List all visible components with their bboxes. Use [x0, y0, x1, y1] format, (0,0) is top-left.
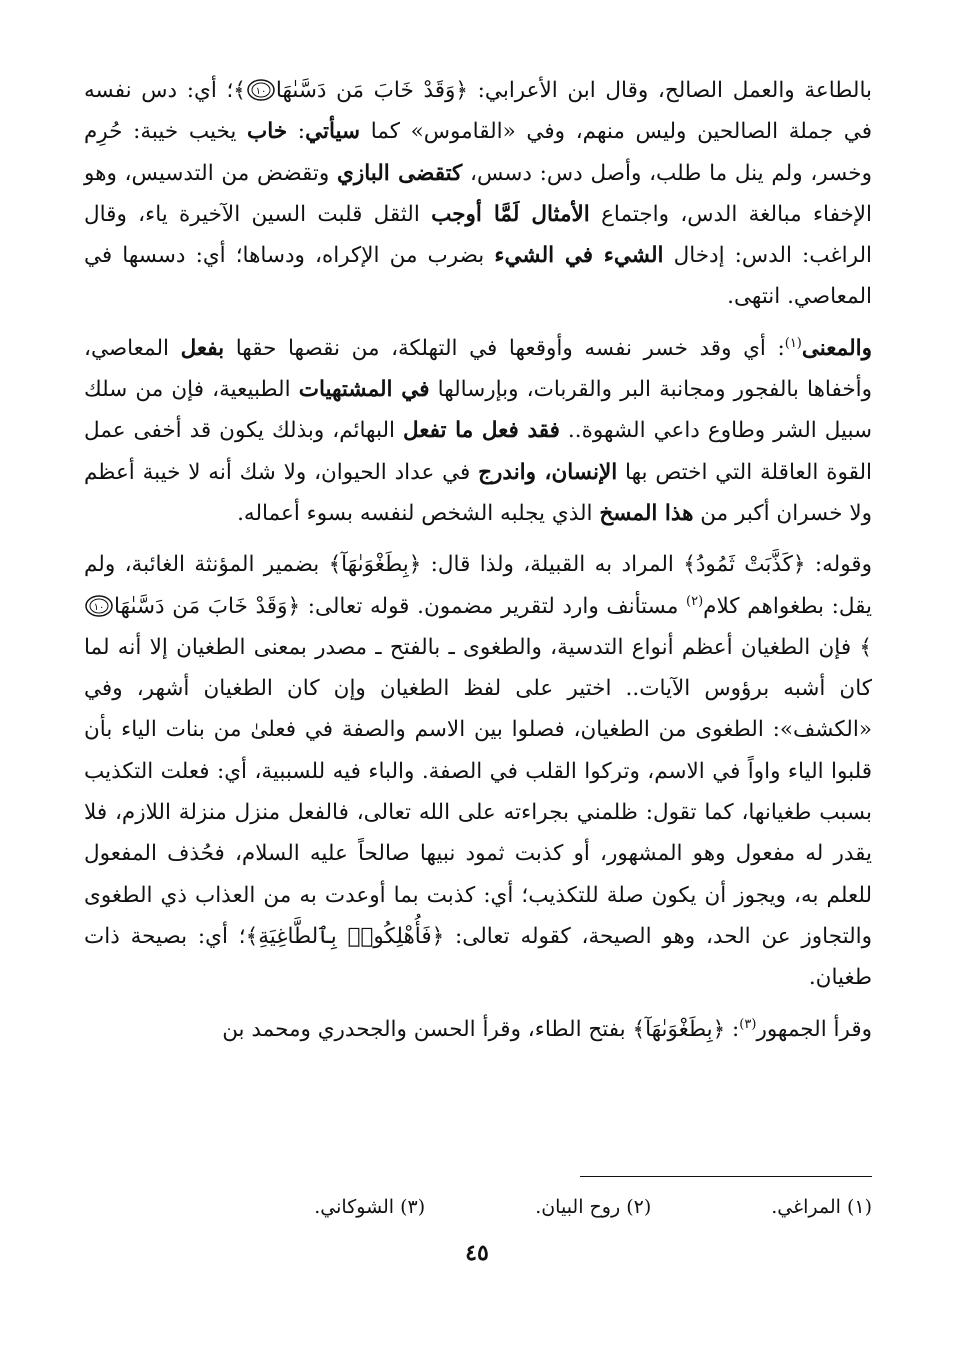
paragraph-2 [84, 328, 872, 534]
footnote-number: (٣) [400, 1196, 426, 1218]
text-run: البهائم، وبذلك يكون قد أخفى عمل القوة العاقلة التي اختص بها [84, 418, 873, 485]
text-run: الطبيعية، فإن من سلك سبيل الشر وطاوع داعي الشهوة.. [84, 377, 872, 444]
bold-text: الأمثال لَمَّا أوجب [431, 201, 590, 227]
text-run: في عداد الحيوان، ولا شك أنه لا خيبة أعظم ولا خسران أكبر من [84, 459, 872, 526]
footnotes [84, 1190, 872, 1224]
footnote-text: الشوكاني. [314, 1196, 401, 1218]
text-run: بضرب من الإكراه، ودساها؛ أي: دسسها في المعاصي. انتهى. [84, 243, 872, 310]
footnote-number: (١) [846, 1196, 872, 1218]
text-run: وقوله: [805, 552, 872, 578]
bold-text: سيأتي [305, 119, 361, 145]
text-run: ﴾؛ أي: دس نفسه في جملة الصالحين وليس منهم، وفي «القاموس» كما [84, 78, 873, 145]
bold-text: كتقضى البازي [336, 160, 463, 186]
quran-verse: ﴿وَقَدْ خَابَ مَن دَسَّىٰهَا [114, 593, 301, 619]
text-run: : [725, 1016, 740, 1042]
paragraph-1 [84, 70, 872, 318]
text-run: : أي وقد خسر نفسه وأوقعها في التهلكة، من نقصها حقها [224, 335, 785, 361]
verse-number: ١٠ [93, 601, 105, 613]
text-run: : [287, 119, 306, 145]
quran-verse: ﴿وَقَدْ خَابَ مَن دَسَّىٰهَا [275, 78, 468, 103]
paragraph-4 [84, 1009, 872, 1050]
bold-text: فقد فعل ما تفعل [402, 418, 560, 444]
footnote-ref: (٣) [739, 1016, 757, 1032]
bold-text: خاب [247, 119, 288, 145]
footnote-2 [535, 1190, 651, 1224]
bold-text: والمعنى [801, 335, 872, 361]
bold-text: هذا المسخ [599, 500, 694, 526]
footnote-separator [580, 1176, 872, 1177]
footnote-ref: (١) [784, 335, 802, 351]
quran-verse: ﴿بِطَغْوَىٰهَآ﴾ [328, 552, 422, 578]
text-run: الثقل قلبت السين الآخيرة ياء، وقال الراغب: الدس: إدخال [84, 201, 872, 269]
footnote-ref: (٢) [686, 593, 704, 609]
text-run: بفتح الطاء، وقرأ الحسن والجحدري ومحمد بن [222, 1016, 633, 1042]
text-run: المراد به القبيلة، ولذا قال: [421, 552, 684, 578]
text-run: بضمير المؤنثة الغائبة، ولم يقل: بطغواهم كلام [84, 552, 872, 619]
text-run: مستأنف وارد لتقرير مضمون. قوله تعالى: [300, 593, 687, 619]
footnote-number: (٢) [626, 1196, 652, 1218]
text-run: بالطاعة والعمل الصالح، وقال ابن الأعرابي: [468, 78, 872, 103]
verse-end-ornament-icon [84, 594, 114, 618]
quran-verse: ﴿كَذَّبَتْ ثَمُودُ﴾ [683, 552, 806, 578]
text-run: ﴾ فإن الطغيان أعظم أنواع التدسية، والطغوى ـ بالفتح ـ مصدر بمعنى الطغيان إلا أنه لما كان أشبه برؤوس الآيات.. اختير على لفظ الطغيان وإن كان الطغيان أشهر، وفي «الكشف»: الطغوى من الطغيان، فصلوا بين الاسم والصفة في فعلىٰ من بنات الياء بأن قلبوا الياء واواً في الاسم، وتركوا القلب في الصفة. والباء فيه للسببية، أي: فعلت التكذيب بسبب طغيانها، كما تقول: ظلمني بجراءته على الله تعالى، فالفعل منزل منزلة اللازم، فلا يقدر له مفعول وهو المشهور، أو كذبت ثمود نبيها صالحاً عليه السلام، فحُذف المفعول للعلم به، ويجوز أن يكون صلة للتكذيب؛ أي: كذبت بما أوعدت به من العذاب ذي الطغوى والتجاوز عن الحد، وهو الصيحة، كقوله تعالى: [84, 634, 872, 949]
verse-end-ornament-icon [246, 78, 276, 102]
text-run: وتقضض من التدسيس، وهو الإخفاء مبالغة الدس، واجتماع [84, 160, 873, 227]
footnote-text: روح البيان. [535, 1196, 627, 1218]
bold-text: في المشتهيات [298, 377, 430, 403]
footnote-text: المراغي. [771, 1196, 847, 1218]
bold-text: بفعل [180, 335, 225, 361]
footnote-3 [314, 1190, 425, 1224]
text-run: وقرأ الجمهور [756, 1016, 872, 1042]
bold-text: الشيء في الشيء [494, 243, 664, 269]
paragraph-3 [84, 544, 872, 998]
text-run: المعاصي، وأخفاها بالفجور ومجانبة البر والقربات، وبإرسالها [84, 335, 872, 403]
quran-verse: ﴿فَأُهْلِكُوا۟ بِٱلطَّاغِيَةِ﴾ [245, 923, 445, 949]
text-run: ؛ أي: بصيحة ذات طغيان. [84, 923, 872, 991]
page-number: ٤٥ [465, 1240, 489, 1266]
quran-verse: ﴿بِطَغْوَىٰهَآ﴾ [632, 1016, 726, 1042]
text-run: الذي يجلبه الشخص لنفسه بسوء أعماله. [237, 500, 600, 526]
verse-number: ١٠ [255, 86, 267, 97]
footnote-1 [771, 1190, 872, 1224]
bold-text: الإنسان، واندرج [478, 459, 618, 485]
text-run: يخيب خيبة: حُرِم وخسر، ولم ينل ما طلب، وأصل دس: دسس، [84, 119, 872, 186]
